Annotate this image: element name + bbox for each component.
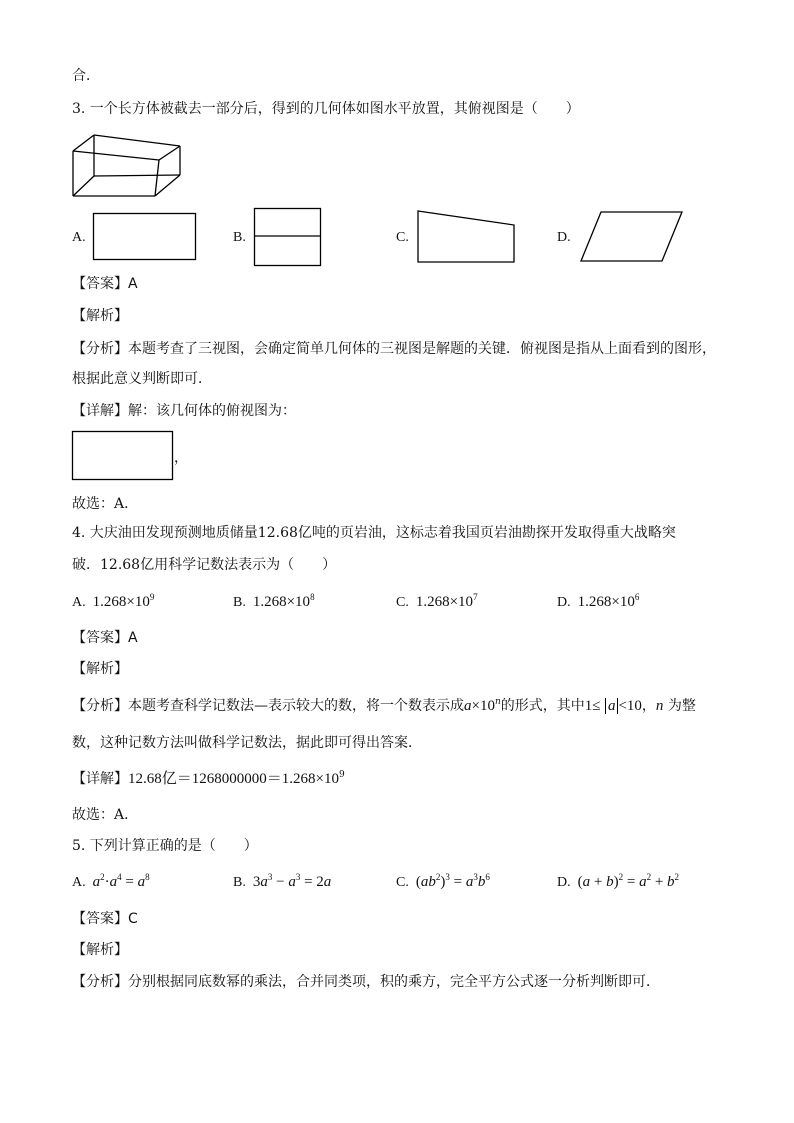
q4-option-c-label: C. xyxy=(396,595,409,610)
q4-formula-times: ×10 xyxy=(471,698,495,714)
q4-option-a-base: 1.268×10 xyxy=(92,594,150,610)
q3-detail-text: 解：该几何体的俯视图为： xyxy=(128,403,296,419)
q4-stem-line2: 破．12.68亿用科学记数法表示为（ ） xyxy=(72,557,337,573)
q4-option-b-exp: 8 xyxy=(310,592,315,602)
q4-formula-n: n xyxy=(494,697,501,707)
q4-fenxi-line1 xyxy=(72,696,696,716)
q3-option-d-parallelogram xyxy=(580,211,684,263)
cuboid-figure xyxy=(72,134,182,198)
q3-answer-rectangle xyxy=(72,431,174,481)
q4-fenxi-comma: ， xyxy=(641,698,656,714)
q4-range-right: <10 xyxy=(618,698,642,714)
q3-fenxi-text: 本题考查了三视图，会确定简单几何体的三视图是解题的关键．俯视图是指从上面看到的图形， xyxy=(128,341,716,357)
q4-answer-value: A xyxy=(128,630,138,646)
q4-fenxi-label: 【分析】 xyxy=(72,698,128,714)
q4-option-b xyxy=(233,592,315,613)
q4-stem-line1: 4. 大庆油田发现预测地质储量12.68亿吨的页岩油，这标志着我国页岩油勘探开发取得重大战略突 xyxy=(72,525,676,541)
q3-option-a-rectangle xyxy=(93,213,197,261)
q3-detail-comma: ， xyxy=(174,450,188,466)
q5-answer-value: C xyxy=(128,911,138,927)
q5-option-a-label: A. xyxy=(72,875,86,890)
q4-option-a-exp: 9 xyxy=(149,592,155,602)
q3-option-b-label: B. xyxy=(233,230,246,245)
q4-option-c xyxy=(396,592,478,613)
q4-option-b-label: B. xyxy=(233,595,246,610)
q3-stem: 3. 一个长方体被截去一部分后，得到的几何体如图水平放置，其俯视图是（ ） xyxy=(72,101,580,117)
q4-option-d-label: D. xyxy=(557,595,571,610)
q5-answer-label: 【答案】 xyxy=(72,911,128,927)
q3-analysis-label: 【解析】 xyxy=(72,308,128,324)
q4-detail-label: 【详解】 xyxy=(72,771,128,787)
q3-answer-value: A xyxy=(128,276,138,292)
q4-option-d-base: 1.268×10 xyxy=(577,594,635,610)
q4-option-d-exp: 6 xyxy=(634,592,640,602)
q5-option-c: C. $(ab^2)^3 = a^3b^6$ xyxy=(396,872,490,890)
q4-option-a xyxy=(72,592,154,613)
q5-option-d-label: D. xyxy=(557,875,571,890)
q3-answer-label: 【答案】 xyxy=(72,276,128,292)
q5-analysis-label: 【解析】 xyxy=(72,942,128,958)
q3-fenxi-text-2: 根据此意义判断即可． xyxy=(72,371,212,387)
q4-fenxi-n: n xyxy=(655,698,664,714)
q5-option-c-label: C. xyxy=(396,875,409,890)
q3-option-c-label: C. xyxy=(396,230,409,245)
q4-formula-a: a xyxy=(464,698,472,714)
q4-option-a-label: A. xyxy=(72,595,86,610)
q4-fenxi-text-c: 为整 xyxy=(667,698,696,714)
q5-option-a: A. $a^2\cdot a^4 = a^8$ xyxy=(72,872,150,890)
q4-option-c-base: 1.268×10 xyxy=(415,594,474,610)
q3-option-a-label: A. xyxy=(72,230,86,245)
q5-option-b-label: B. xyxy=(233,875,246,890)
q4-fenxi-text-a: 本题考查科学记数法—表示较大的数，将一个数表示成 xyxy=(128,698,464,714)
q4-range-left: 1≤ xyxy=(584,698,601,714)
q4-choose: 故选：A． xyxy=(72,807,139,823)
page-fragment: 合． xyxy=(72,68,100,84)
q5-option-d: D. $(a + b)^2 = a^2 + b^2$ xyxy=(557,872,680,890)
q3-option-c-trapezoid xyxy=(417,210,517,264)
q4-fenxi-text-b: 的形式，其中 xyxy=(500,698,585,714)
q4-fenxi-line2: 数，这种记数方法叫做科学记数法，据此即可得出答案． xyxy=(72,735,422,751)
q3-detail-label: 【详解】 xyxy=(72,403,128,419)
q3-option-d-label: D. xyxy=(557,230,571,245)
q5-stem: 5. 下列计算正确的是（ ） xyxy=(72,838,258,854)
q3-choose: 故选：A． xyxy=(72,496,139,512)
q4-analysis-label: 【解析】 xyxy=(72,661,128,677)
q4-abs-a: a xyxy=(605,698,619,714)
q3-option-b-split-rectangle xyxy=(254,208,322,268)
q5-fenxi-text: 分别根据同底数幂的乘法，合并同类项，积的乘方，完全平方公式逐一分析判断即可． xyxy=(128,974,660,990)
q4-option-c-exp: 7 xyxy=(473,592,478,602)
q5-fenxi-label: 【分析】 xyxy=(72,974,128,990)
q4-detail-expr: 12.68亿＝1268000000＝1.268×10 xyxy=(128,771,339,787)
q4-option-b-base: 1.268×10 xyxy=(252,594,311,610)
q4-answer-label: 【答案】 xyxy=(72,630,128,646)
q5-option-b: B. $3a^3 - a^3 = 2a$ xyxy=(233,872,332,890)
q4-detail-exp: 9 xyxy=(338,770,345,780)
q3-fenxi-label: 【分析】 xyxy=(72,341,128,357)
q4-option-d xyxy=(557,592,639,613)
